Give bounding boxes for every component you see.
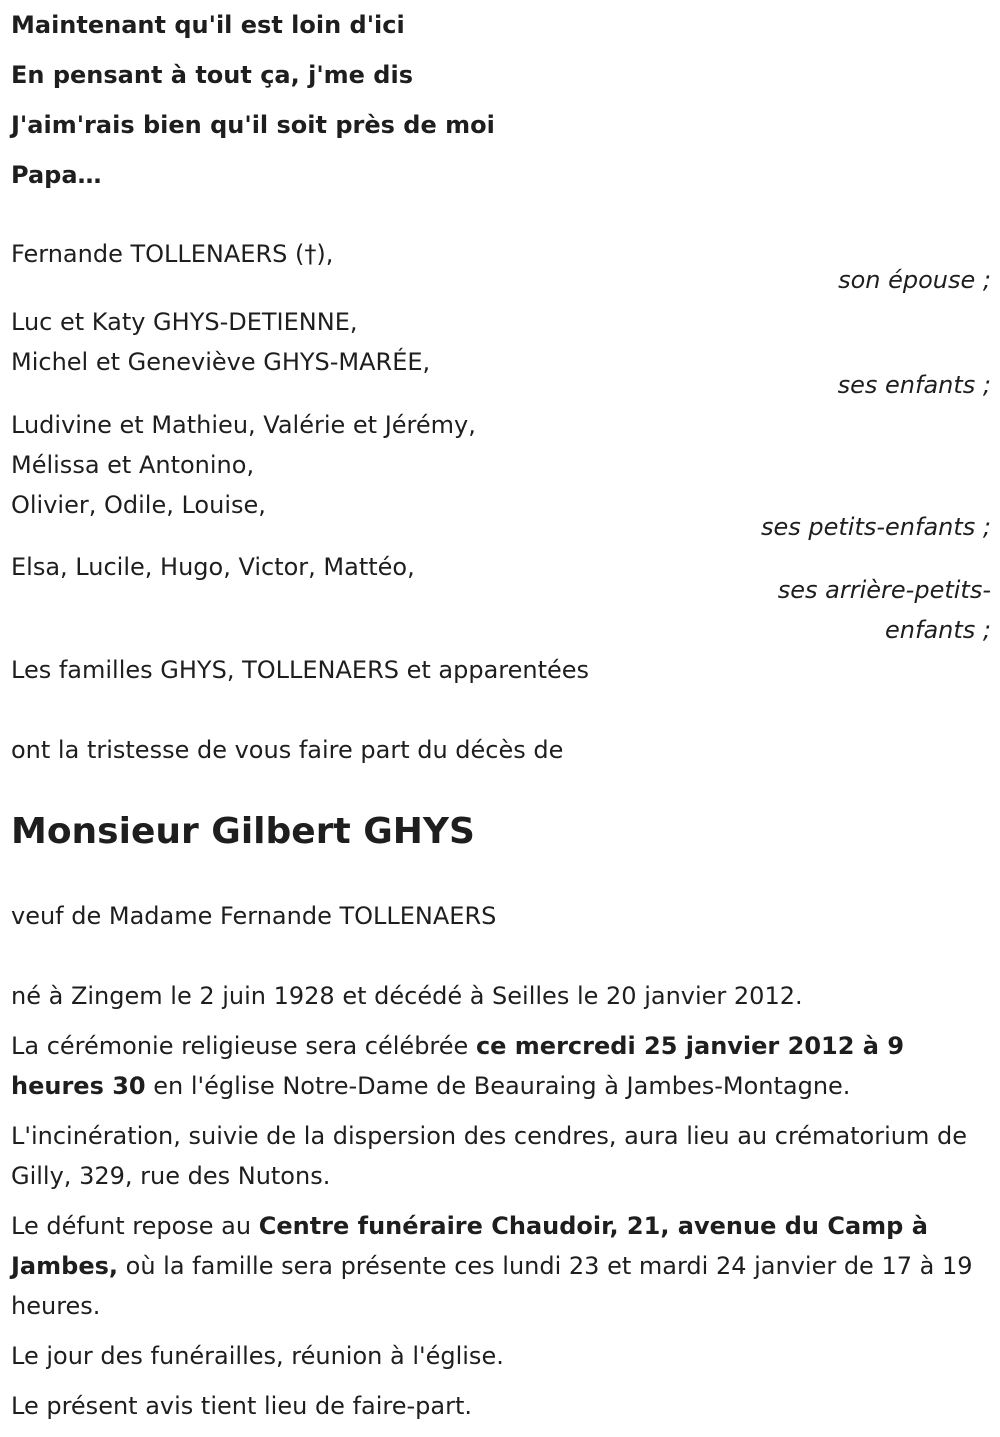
rest-paragraph	[11, 1206, 991, 1326]
cremation-paragraph: L'incinération, suivie de la dispersion des cendres, aura lieu au crématorium de Gilly, 329, rue des Nutons.	[11, 1122, 967, 1190]
family-line: Mélissa et Antonino,	[11, 451, 255, 479]
family-others: Les familles GHYS, TOLLENAERS et apparentées	[11, 656, 590, 684]
family-role: ses petits-enfants ;	[760, 513, 991, 541]
family-role: ses enfants ;	[837, 371, 991, 399]
family-line: Luc et Katy GHYS-DETIENNE,	[11, 308, 358, 336]
notice-paragraph: Le présent avis tient lieu de faire-part.	[11, 1392, 473, 1420]
family-line: Michel et Geneviève GHYS-MARÉE,	[11, 348, 431, 376]
family-role: son épouse ;	[838, 266, 991, 294]
ceremony-paragraph	[11, 1026, 991, 1106]
rest-suffix: où la famille sera présente ces lundi 23 et mardi 24 janvier de 17 à 19 heures.	[11, 1252, 973, 1320]
family-line: Olivier, Odile, Louise,	[11, 491, 266, 519]
ceremony-prefix: La cérémonie religieuse sera célébrée	[11, 1032, 476, 1060]
family-line: Elsa, Lucile, Hugo, Victor, Mattéo,	[11, 553, 415, 581]
meeting-paragraph: Le jour des funérailles, réunion à l'église.	[11, 1342, 504, 1370]
obituary-document	[11, 0, 991, 1436]
family-line: Fernande TOLLENAERS (†),	[11, 240, 334, 268]
family-great-grandchildren	[11, 547, 991, 650]
family-children	[11, 302, 991, 405]
family-spouse	[11, 234, 991, 300]
ceremony-date: ce mercredi 25 janvier 2012 à 9 heures 30	[11, 1032, 905, 1100]
family-grandchildren	[11, 405, 991, 547]
poem-line: En pensant à tout ça, j'me dis	[11, 61, 413, 89]
poem-line: Maintenant qu'il est loin d'ici	[11, 11, 405, 39]
poem	[11, 0, 991, 200]
birth-death: né à Zingem le 2 juin 1928 et décédé à Seilles le 20 janvier 2012.	[11, 982, 803, 1010]
rest-prefix: Le défunt repose au	[11, 1212, 259, 1240]
poem-line: J'aim'rais bien qu'il soit près de moi	[11, 111, 495, 139]
deceased-name: Monsieur Gilbert GHYS	[11, 811, 475, 852]
poem-line: Papa…	[11, 161, 102, 189]
family-role: enfants ;	[885, 616, 991, 644]
family-line: Ludivine et Mathieu, Valérie et Jérémy,	[11, 411, 476, 439]
family-role: ses arrière-petits-	[777, 576, 991, 604]
announcement: ont la tristesse de vous faire part du décès de	[11, 736, 564, 764]
rest-location: Centre funéraire Chaudoir, 21, avenue du Camp à Jambes,	[11, 1212, 928, 1280]
widow-of: veuf de Madame Fernande TOLLENAERS	[11, 902, 497, 930]
ceremony-suffix: en l'église Notre-Dame de Beauraing à Jambes-Montagne.	[145, 1072, 851, 1100]
